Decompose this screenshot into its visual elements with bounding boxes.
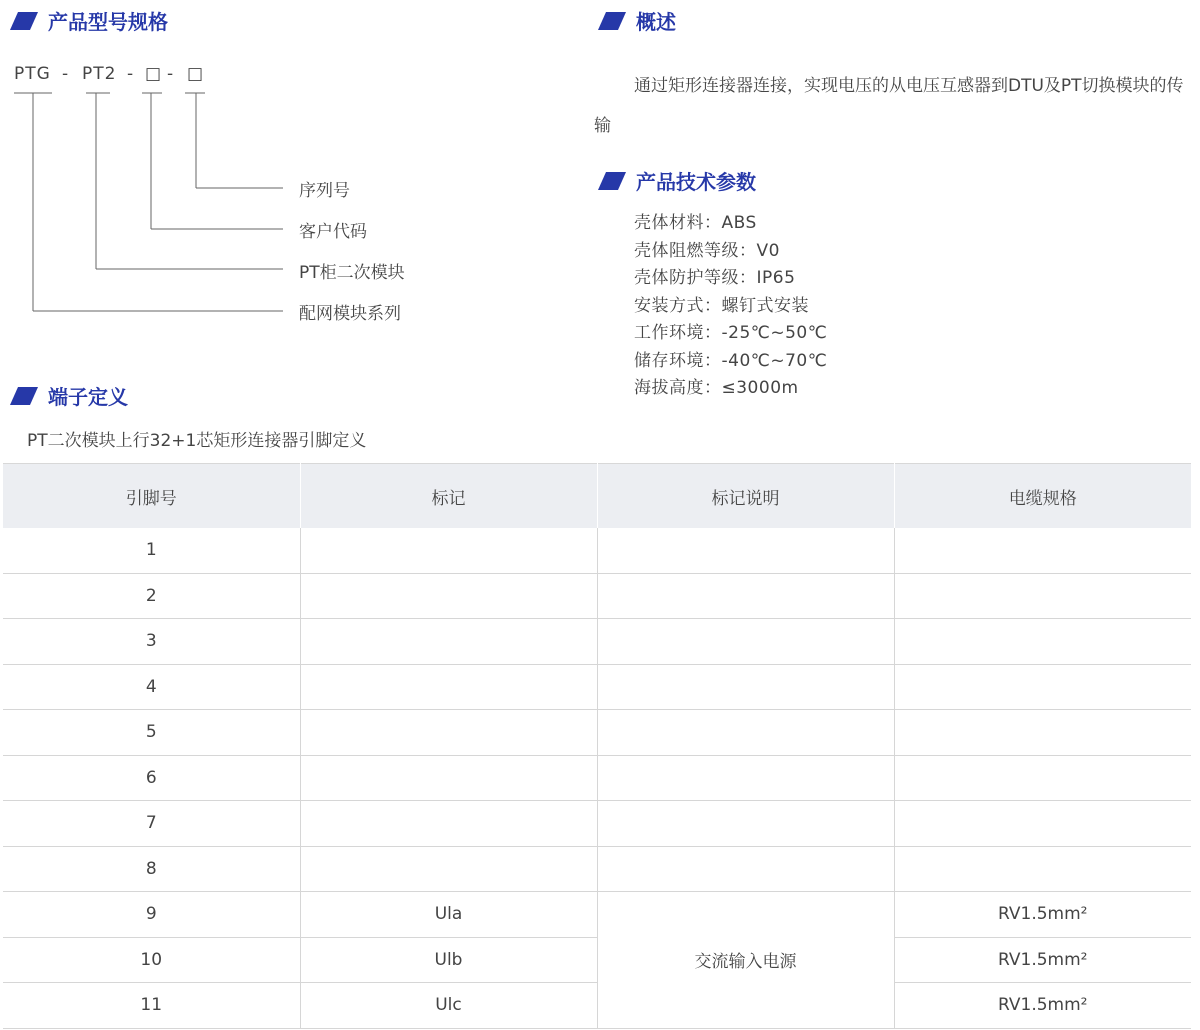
- cell-pin: 8: [3, 846, 300, 892]
- spec-item: 壳体材料：ABS: [634, 213, 757, 233]
- cell-cable: RV1.5mm²: [894, 983, 1191, 1029]
- cell-pin: 11: [3, 983, 300, 1029]
- cell-desc: [597, 755, 894, 801]
- cell-mark: [300, 846, 597, 892]
- parallelogram-marker-icon: [598, 12, 626, 30]
- code-part-1: PTG: [14, 64, 51, 84]
- model-tree-diagram: [0, 0, 300, 330]
- spec-item: 海拔高度：≤3000m: [634, 378, 799, 398]
- overview-section-title: [598, 6, 676, 35]
- cell-cable: RV1.5mm²: [894, 937, 1191, 983]
- cell-desc: [597, 619, 894, 665]
- tree-label-customer-code: 客户代码: [299, 222, 367, 242]
- cell-cable: [894, 664, 1191, 710]
- terminals-section-title: [10, 381, 128, 410]
- overview-title: 概述: [636, 10, 676, 34]
- cell-desc: [597, 573, 894, 619]
- spec-item: 工作环境：-25℃~50℃: [634, 323, 828, 343]
- cell-cable: [894, 801, 1191, 847]
- table-row: [3, 801, 1191, 847]
- cell-pin: 6: [3, 755, 300, 801]
- cell-mark: [300, 573, 597, 619]
- specs-title: 产品技术参数: [636, 170, 756, 194]
- tree-label-serial: 序列号: [299, 181, 350, 201]
- overview-text: 通过矩形连接器连接，实现电压的从电压互感器到DTU及PT切换模块的传输: [594, 76, 1184, 136]
- header-mark: 标记: [300, 464, 597, 529]
- tree-label-pt-module: PT柜二次模块: [299, 263, 405, 283]
- specs-section-title: [598, 166, 756, 195]
- header-cable: 电缆规格: [894, 464, 1191, 529]
- cell-desc: [597, 710, 894, 756]
- cell-cable: [894, 573, 1191, 619]
- code-dash-3: -: [167, 64, 175, 84]
- cell-mark: Ulc: [300, 983, 597, 1029]
- cell-cable: [894, 710, 1191, 756]
- terminals-caption: PT二次模块上行32+1芯矩形连接器引脚定义: [27, 431, 367, 451]
- header-desc: 标记说明: [597, 464, 894, 529]
- cell-mark: Ula: [300, 892, 597, 938]
- code-dash-2: -: [127, 64, 135, 84]
- table-row: [3, 846, 1191, 892]
- tree-label-series: 配网模块系列: [299, 304, 401, 324]
- cell-mark: [300, 755, 597, 801]
- terminals-title: 端子定义: [48, 385, 128, 409]
- table-row: [3, 755, 1191, 801]
- cell-desc: [597, 528, 894, 573]
- table-row: [3, 573, 1191, 619]
- table-row: [3, 664, 1191, 710]
- code-part-3: □: [145, 64, 163, 84]
- code-part-4: □: [187, 64, 205, 84]
- cell-cable: [894, 846, 1191, 892]
- table-row: [3, 528, 1191, 573]
- cell-cable: [894, 528, 1191, 573]
- model-title: 产品型号规格: [48, 10, 168, 34]
- cell-pin: 2: [3, 573, 300, 619]
- cell-desc: [597, 846, 894, 892]
- table-row: [3, 892, 1191, 938]
- cell-pin: 9: [3, 892, 300, 938]
- cell-pin: 7: [3, 801, 300, 847]
- cell-pin: 4: [3, 664, 300, 710]
- cell-pin: 10: [3, 937, 300, 983]
- cell-pin: 5: [3, 710, 300, 756]
- cell-mark: [300, 710, 597, 756]
- spec-item: 壳体防护等级：IP65: [634, 268, 796, 288]
- spec-item: 壳体阻燃等级：V0: [634, 240, 780, 261]
- spec-item: 安装方式：螺钉式安装: [634, 295, 809, 316]
- table-row: [3, 710, 1191, 756]
- spec-list: [634, 210, 827, 403]
- parallelogram-marker-icon: [598, 172, 626, 190]
- cell-pin: 1: [3, 528, 300, 573]
- pin-definition-table: [3, 463, 1191, 1029]
- cell-desc: [597, 664, 894, 710]
- cell-mark: [300, 801, 597, 847]
- code-part-2: PT2: [82, 64, 117, 84]
- cell-desc: [597, 801, 894, 847]
- cell-desc: 交流输入电源: [597, 892, 894, 1029]
- table-row: [3, 619, 1191, 665]
- cell-pin: 3: [3, 619, 300, 665]
- code-dash-1: -: [62, 64, 70, 84]
- cell-mark: [300, 619, 597, 665]
- cell-mark: [300, 664, 597, 710]
- cell-cable: [894, 619, 1191, 665]
- cell-cable: RV1.5mm²: [894, 892, 1191, 938]
- parallelogram-marker-icon: [10, 387, 38, 405]
- table-header-row: [3, 464, 1191, 529]
- cell-mark: [300, 528, 597, 573]
- cell-mark: Ulb: [300, 937, 597, 983]
- cell-cable: [894, 755, 1191, 801]
- spec-item: 储存环境：-40℃~70℃: [634, 350, 828, 371]
- header-pin: 引脚号: [3, 464, 300, 529]
